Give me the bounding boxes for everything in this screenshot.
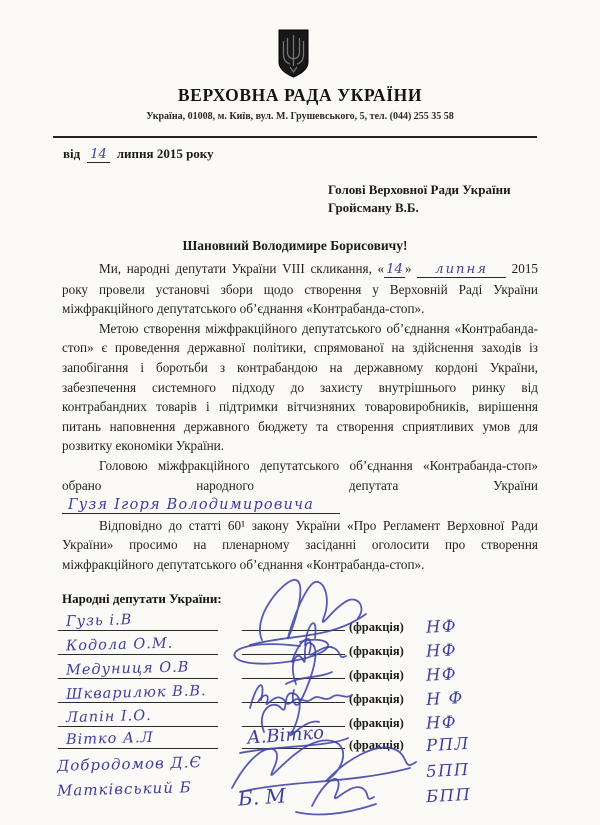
fraction-label: (фракція) xyxy=(349,716,404,730)
signature-scribble-8-tail xyxy=(296,804,376,814)
fraction-handwritten: Н Ф xyxy=(425,688,465,709)
deputy-name-handwritten: Вітко А.Л xyxy=(65,729,154,749)
deputy-name-handwritten: Матківський Б xyxy=(56,778,192,800)
fraction-label: (фракція) xyxy=(349,620,404,634)
deputy-name-handwritten: Гузь і.В xyxy=(65,612,133,630)
letter-body xyxy=(62,259,538,575)
fraction-handwritten: РПЛ xyxy=(425,733,471,756)
fraction-label: (фракція) xyxy=(349,668,404,682)
p1-printed-start: Ми, народні депутати України VIII скликання, « xyxy=(99,261,385,276)
tryzub-shield-icon xyxy=(278,29,309,78)
paragraph-3 xyxy=(62,456,538,516)
date-day-handwritten: 14 xyxy=(87,147,110,163)
date-line xyxy=(63,146,214,162)
fraction-handwritten: НФ xyxy=(425,712,458,733)
p1-day-handwritten: 14 xyxy=(386,262,403,277)
signature-text-handwritten: Б. М xyxy=(237,783,287,811)
addressee-title: Голові Верховної Ради України xyxy=(328,182,511,197)
letterhead-divider xyxy=(53,136,537,138)
fraction-handwritten: НФ xyxy=(425,640,458,661)
organization-address: Україна, 01008, м. Київ, вул. М. Грушевського, 5, тел. (044) 255 35 58 xyxy=(146,111,454,122)
date-suffix: липня 2015 року xyxy=(116,146,214,161)
signature-row xyxy=(0,605,600,637)
paragraph-2: Метою створення міжфракційного депутатського об’єднання «Контрабанда-стоп» є проведення державної політики, спрямованої на здійснення заходів із запобігання і боротьби з контрабандою на державному кордоні України, забезпечення системного підходу до захисту внутрішнього ринку від контрабандних товарів і підтримки вітчизняних товаровиробників, вирішення питань наповнення державного бюджету та створення сприятливих умов для розвитку економіки України. xyxy=(62,320,538,454)
p3-printed: Головою міжфракційного депутатського об’єднання «Контрабанда-стоп» обрано народного депутата України xyxy=(62,457,538,493)
addressee-person: Гройсману В.Б. xyxy=(328,199,419,215)
paragraph-4: Відповідно до статті 60¹ закону України «Про Регламент Верховної Ради України» просимо на пленарному засіданні оголосити про створення міжфракційного депутатського об’єднання «Контрабанда-стоп». xyxy=(62,517,538,572)
deputy-name-handwritten: Шкварилюк В.В. xyxy=(65,683,207,703)
date-prefix: від xyxy=(63,146,81,161)
fraction-label: (фракція) xyxy=(349,738,404,752)
paragraph-1 xyxy=(62,259,538,319)
p3-deputy-name-handwritten: Гузя Ігоря Володимировича xyxy=(62,497,340,514)
p1-month-handwritten: липня xyxy=(417,262,506,278)
addressee-block xyxy=(328,181,511,216)
signature-row xyxy=(0,653,600,685)
organization-name: ВЕРХОВНА РАДА УКРАЇНИ xyxy=(177,85,423,105)
fraction-handwritten: НФ xyxy=(425,616,458,637)
signature-text-handwritten: А.Вітко xyxy=(246,722,325,749)
signature-row xyxy=(0,677,600,709)
fraction-handwritten: БПП xyxy=(425,784,472,807)
deputy-name-handwritten: Добродомов Д.Є xyxy=(56,753,203,775)
fraction-label: (фракція) xyxy=(349,644,404,658)
deputy-name-handwritten: Кодола О.М. xyxy=(65,635,174,655)
fraction-handwritten: 5ПП xyxy=(425,759,471,782)
p1-printed-rest: 2015 року провели установчі збори щодо створення у Верховній Раді України міжфракційного депутатського об’єднання «Контрабанда-стоп». xyxy=(62,261,539,317)
salutation: Шановний Володимире Борисовичу! xyxy=(182,238,408,253)
signature-row xyxy=(0,749,600,782)
signature-row xyxy=(0,774,600,811)
signature-row xyxy=(0,629,600,661)
signatures-header: Народні депутати України: xyxy=(62,591,222,606)
deputy-name-handwritten: Медуниця О.В xyxy=(65,659,190,679)
fraction-handwritten: НФ xyxy=(425,664,458,685)
deputy-name-handwritten: Лапін І.О. xyxy=(65,707,152,727)
p1-printed-quote: » xyxy=(404,261,412,276)
fraction-label: (фракція) xyxy=(349,692,404,706)
